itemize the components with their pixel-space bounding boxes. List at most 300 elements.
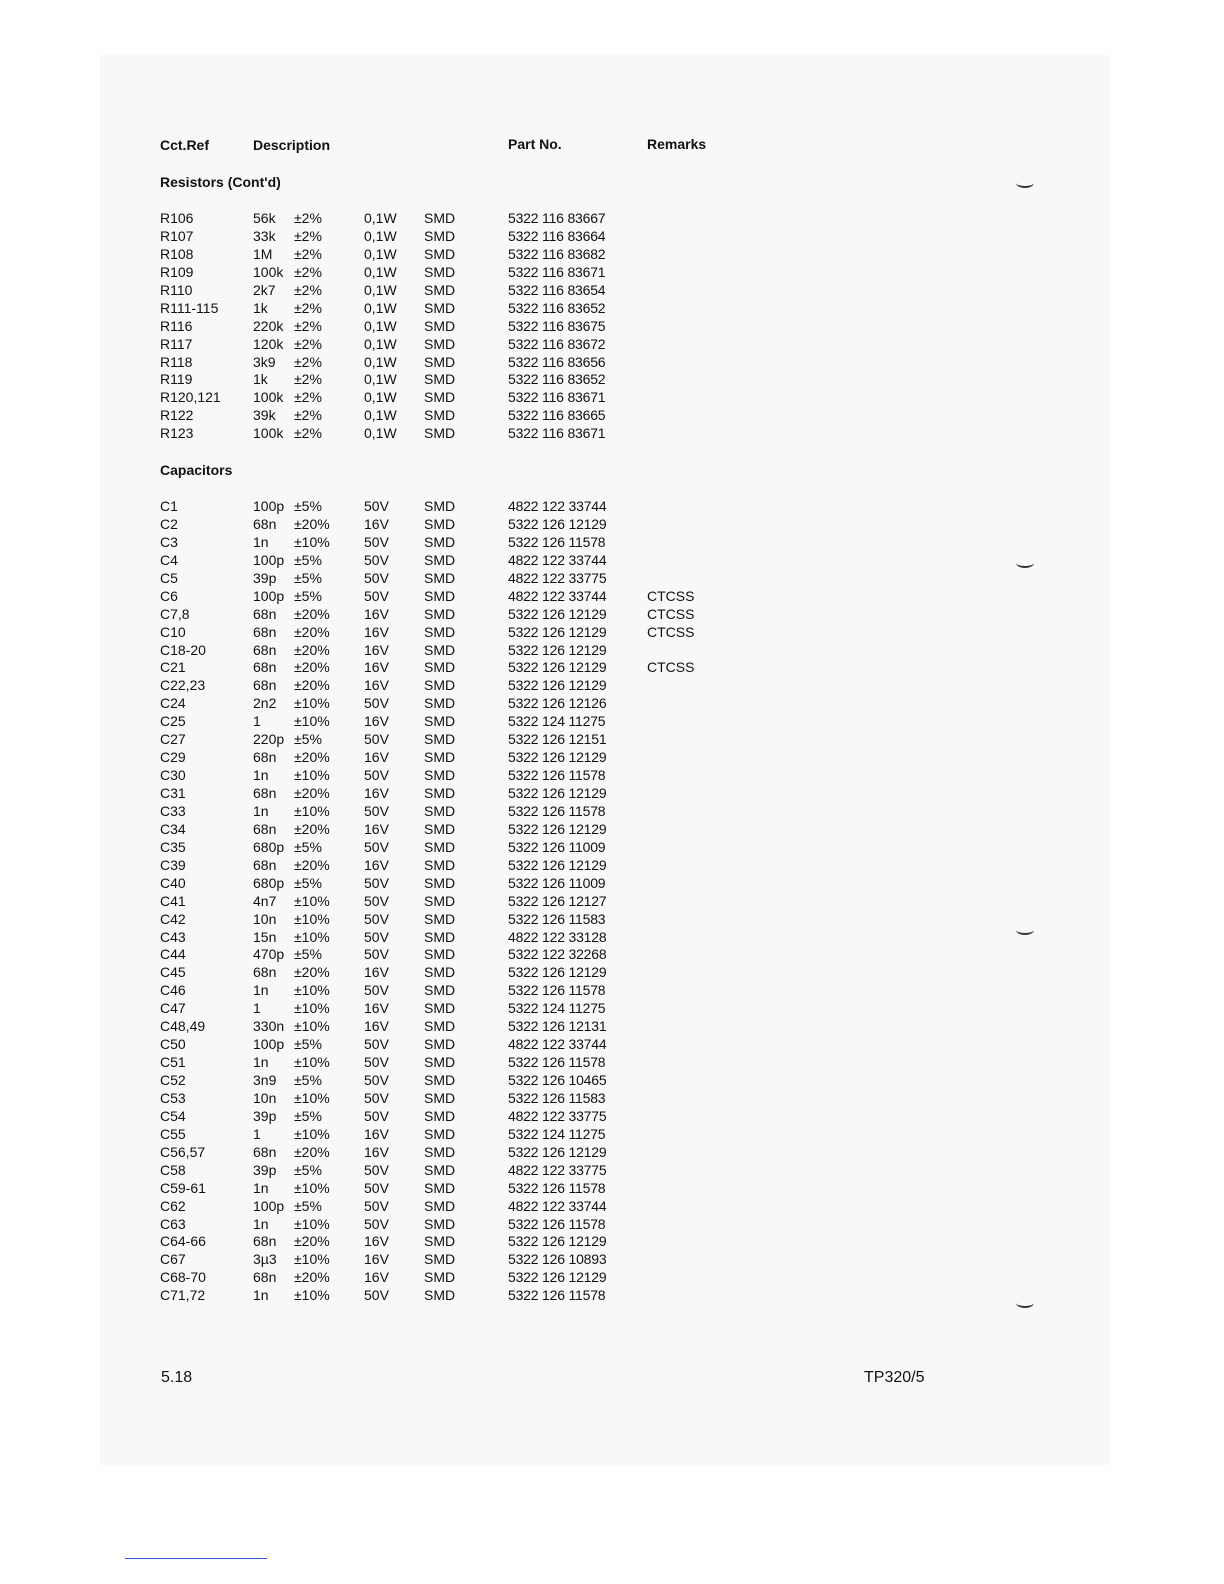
package-cell: SMD: [424, 1089, 456, 1106]
cct-ref-cell: C39: [160, 856, 186, 873]
part-number-cell: 5322 126 11578: [508, 1215, 606, 1232]
cct-ref-cell: R122: [160, 407, 194, 424]
value-cell: 100p: [253, 1197, 285, 1214]
package-cell: SMD: [424, 587, 456, 604]
cct-ref-cell: C63: [160, 1215, 186, 1232]
cct-ref-cell: C24: [160, 695, 186, 712]
tolerance-cell: ±5%: [294, 1107, 322, 1124]
package-cell: SMD: [424, 1072, 456, 1088]
part-number-cell: 5322 126 12129: [508, 605, 607, 622]
cct-ref-cell: C62: [160, 1197, 186, 1214]
part-number-cell: 5322 126 12129: [508, 856, 607, 873]
part-number-cell: 5322 126 12127: [508, 892, 607, 909]
cct-ref-cell: R120,121: [160, 389, 221, 406]
package-cell: SMD: [424, 389, 456, 406]
value-cell: 1n: [253, 802, 269, 819]
rating-cell: 50V: [364, 1215, 389, 1232]
rating-cell: 50V: [364, 1107, 389, 1124]
package-cell: SMD: [424, 605, 456, 622]
cct-ref-cell: R109: [160, 263, 194, 280]
cct-ref-cell: R110: [160, 281, 193, 298]
rating-cell: 0,1W: [364, 353, 397, 370]
value-cell: 470p: [253, 946, 285, 963]
part-number-cell: 5322 126 12131: [508, 1018, 607, 1035]
tolerance-cell: ±10%: [294, 533, 330, 550]
package-cell: SMD: [424, 1054, 456, 1071]
rating-cell: 0,1W: [364, 425, 397, 442]
value-cell: 1n: [253, 1054, 269, 1071]
package-cell: SMD: [424, 335, 456, 352]
package-cell: SMD: [424, 785, 456, 801]
binding-hole-mark: [1016, 558, 1034, 568]
cct-ref-cell: C64-66: [160, 1233, 206, 1250]
resistors-section-title: Resistors (Cont'd): [160, 174, 281, 190]
tolerance-cell: ±5%: [294, 1072, 322, 1088]
tolerance-cell: ±10%: [294, 1251, 330, 1268]
rating-cell: 50V: [364, 498, 389, 514]
tolerance-cell: ±20%: [294, 964, 330, 981]
tolerance-cell: ±5%: [294, 498, 322, 514]
tolerance-cell: ±10%: [294, 1054, 330, 1071]
value-cell: 220k: [253, 317, 284, 334]
cct-ref-cell: C56,57: [160, 1143, 206, 1160]
value-cell: 100k: [253, 425, 284, 442]
cct-ref-cell: R107: [160, 227, 194, 244]
tolerance-cell: ±5%: [294, 946, 322, 963]
package-cell: SMD: [424, 767, 456, 784]
rating-cell: 16V: [364, 1000, 389, 1017]
value-cell: 68n: [253, 677, 277, 694]
value-cell: 33k: [253, 227, 276, 244]
package-cell: SMD: [424, 227, 456, 244]
cct-ref-cell: C42: [160, 910, 186, 927]
tolerance-cell: ±20%: [294, 785, 330, 801]
package-cell: SMD: [424, 802, 456, 819]
rating-cell: 16V: [364, 641, 389, 658]
tolerance-cell: ±20%: [294, 623, 330, 640]
package-cell: SMD: [424, 946, 456, 963]
value-cell: 100p: [253, 498, 285, 514]
rating-cell: 50V: [364, 1161, 389, 1178]
package-cell: SMD: [424, 1018, 456, 1035]
package-cell: SMD: [424, 731, 456, 748]
tolerance-cell: ±2%: [294, 263, 322, 280]
value-cell: 3µ3: [253, 1251, 277, 1268]
package-cell: SMD: [424, 1161, 456, 1178]
part-number-cell: 5322 124 11275: [508, 1125, 606, 1142]
remarks-cell: CTCSS: [647, 605, 695, 622]
value-cell: 100p: [253, 1036, 285, 1053]
cct-ref-cell: C45: [160, 964, 186, 981]
cct-ref-cell: C48,49: [160, 1018, 206, 1035]
cct-ref-cell: C27: [160, 731, 186, 748]
cct-ref-cell: C21: [160, 659, 186, 676]
cct-ref-cell: R106: [160, 210, 194, 226]
tolerance-cell: ±2%: [294, 335, 322, 352]
rating-cell: 50V: [364, 1054, 389, 1071]
part-number-cell: 4822 122 33775: [508, 1107, 607, 1124]
tolerance-cell: ±20%: [294, 677, 330, 694]
tolerance-cell: ±5%: [294, 551, 322, 568]
cct-ref-cell: R123: [160, 425, 194, 442]
package-cell: SMD: [424, 407, 456, 424]
value-cell: 680p: [253, 874, 285, 891]
part-number-cell: 5322 122 32268: [508, 946, 607, 963]
value-cell: 2k7: [253, 281, 276, 298]
value-cell: 100k: [253, 263, 284, 280]
cct-ref-cell: C7,8: [160, 605, 190, 622]
cct-ref-cell: C33: [160, 802, 186, 819]
value-cell: 68n: [253, 820, 277, 837]
header-description: Description: [253, 137, 331, 153]
package-cell: SMD: [424, 1107, 456, 1124]
value-cell: 68n: [253, 856, 277, 873]
part-number-cell: 5322 126 11578: [508, 1287, 606, 1304]
remarks-cell: CTCSS: [647, 587, 695, 604]
package-cell: SMD: [424, 982, 456, 999]
value-cell: 68n: [253, 641, 277, 658]
rating-cell: 16V: [364, 677, 389, 694]
value-cell: 100p: [253, 587, 285, 604]
value-cell: 39p: [253, 569, 277, 586]
value-cell: 100p: [253, 551, 285, 568]
tolerance-cell: ±10%: [294, 892, 330, 909]
tolerance-cell: ±10%: [294, 1215, 330, 1232]
part-number-cell: 5322 126 10465: [508, 1072, 607, 1088]
value-cell: 68n: [253, 1233, 277, 1250]
rating-cell: 16V: [364, 1018, 389, 1035]
cct-ref-cell: C68-70: [160, 1269, 206, 1286]
rating-cell: 50V: [364, 892, 389, 909]
part-number-cell: 5322 124 11275: [508, 713, 606, 730]
value-cell: 15n: [253, 928, 277, 945]
tolerance-cell: ±10%: [294, 713, 330, 730]
cct-ref-cell: R117: [160, 335, 193, 352]
cct-ref-cell: R116: [160, 317, 193, 334]
part-number-cell: 4822 122 33775: [508, 1161, 607, 1178]
rating-cell: 50V: [364, 1179, 389, 1196]
part-number-cell: 5322 126 12129: [508, 659, 607, 676]
binding-hole-mark: [1016, 925, 1034, 935]
rating-cell: 16V: [364, 749, 389, 766]
rating-cell: 50V: [364, 551, 389, 568]
part-number-cell: 5322 126 12126: [508, 695, 607, 712]
package-cell: SMD: [424, 677, 456, 694]
cct-ref-cell: C52: [160, 1072, 186, 1088]
cct-ref-cell: C53: [160, 1089, 186, 1106]
cct-ref-cell: R119: [160, 371, 193, 388]
tolerance-cell: ±10%: [294, 928, 330, 945]
rating-cell: 16V: [364, 1251, 389, 1268]
cct-ref-cell: C47: [160, 1000, 186, 1017]
rating-cell: 16V: [364, 659, 389, 676]
part-number-cell: 5322 126 11578: [508, 533, 606, 550]
part-number-cell: 5322 116 83672: [508, 335, 606, 352]
part-number-cell: 5322 116 83671: [508, 425, 606, 442]
part-number-cell: 5322 116 83656: [508, 353, 606, 370]
header-cct-ref: Cct.Ref: [160, 137, 210, 153]
cct-ref-cell: C44: [160, 946, 186, 963]
package-cell: SMD: [424, 353, 456, 370]
part-number-cell: 5322 126 12129: [508, 677, 607, 694]
package-cell: SMD: [424, 910, 456, 927]
tolerance-cell: ±20%: [294, 1143, 330, 1160]
cct-ref-cell: C46: [160, 982, 186, 999]
remarks-cell: CTCSS: [647, 623, 695, 640]
rating-cell: 50V: [364, 910, 389, 927]
cct-ref-cell: C50: [160, 1036, 186, 1053]
part-number-cell: 5322 126 12129: [508, 623, 607, 640]
cct-ref-cell: C58: [160, 1161, 186, 1178]
document-code: TP320/5: [864, 1369, 925, 1386]
package-cell: SMD: [424, 1215, 456, 1232]
rating-cell: 50V: [364, 1197, 389, 1214]
package-cell: SMD: [424, 533, 456, 550]
rating-cell: 0,1W: [364, 263, 397, 280]
cct-ref-cell: C29: [160, 749, 186, 766]
value-cell: 39p: [253, 1161, 277, 1178]
cct-ref-cell: C71,72: [160, 1287, 206, 1304]
package-cell: SMD: [424, 749, 456, 766]
part-number-cell: 5322 126 11009: [508, 874, 606, 891]
tolerance-cell: ±2%: [294, 281, 322, 298]
part-number-cell: 5322 116 83682: [508, 245, 606, 262]
part-number-cell: 5322 126 12129: [508, 749, 607, 766]
part-number-cell: 5322 126 12129: [508, 785, 607, 801]
value-cell: 120k: [253, 335, 284, 352]
part-number-cell: 5322 126 11583: [508, 1089, 606, 1106]
value-cell: 39p: [253, 1107, 277, 1124]
cct-ref-cell: C40: [160, 874, 186, 891]
value-cell: 3k9: [253, 353, 276, 370]
value-cell: 68n: [253, 785, 277, 801]
rating-cell: 16V: [364, 820, 389, 837]
package-cell: SMD: [424, 425, 456, 442]
tolerance-cell: ±10%: [294, 802, 330, 819]
tolerance-cell: ±5%: [294, 874, 322, 891]
tolerance-cell: ±2%: [294, 245, 322, 262]
rating-cell: 50V: [364, 802, 389, 819]
value-cell: 1: [253, 713, 261, 730]
rating-cell: 16V: [364, 713, 389, 730]
cct-ref-cell: C5: [160, 569, 178, 586]
tolerance-cell: ±5%: [294, 569, 322, 586]
package-cell: SMD: [424, 928, 456, 945]
cct-ref-cell: C35: [160, 838, 186, 855]
rating-cell: 50V: [364, 1036, 389, 1053]
cct-ref-cell: C6: [160, 587, 178, 604]
part-number-cell: 5322 116 83667: [508, 210, 606, 226]
part-number-cell: 4822 122 33775: [508, 569, 607, 586]
cct-ref-cell: R118: [160, 353, 193, 370]
tolerance-cell: ±5%: [294, 1161, 322, 1178]
value-cell: 1n: [253, 982, 269, 999]
value-cell: 1n: [253, 1215, 269, 1232]
part-number-cell: 5322 126 11578: [508, 1179, 606, 1196]
value-cell: 68n: [253, 515, 277, 532]
cct-ref-cell: C59-61: [160, 1179, 206, 1196]
tolerance-cell: ±20%: [294, 659, 330, 676]
tolerance-cell: ±2%: [294, 407, 322, 424]
value-cell: 1: [253, 1000, 261, 1017]
cct-ref-cell: C43: [160, 928, 186, 945]
tolerance-cell: ±10%: [294, 1089, 330, 1106]
value-cell: 1n: [253, 767, 269, 784]
cct-ref-cell: C25: [160, 713, 186, 730]
value-cell: 68n: [253, 623, 277, 640]
binding-hole-mark: [1016, 1298, 1034, 1308]
capacitors-section-title: Capacitors: [160, 462, 233, 478]
part-number-cell: 5322 126 11578: [508, 1054, 606, 1071]
cct-ref-cell: C41: [160, 892, 186, 909]
cct-ref-cell: C4: [160, 551, 178, 568]
cct-ref-cell: C3: [160, 533, 178, 550]
part-number-cell: 4822 122 33744: [508, 498, 607, 514]
rating-cell: 50V: [364, 982, 389, 999]
cct-ref-cell: R111-115: [160, 299, 219, 316]
package-cell: SMD: [424, 1125, 456, 1142]
remarks-cell: CTCSS: [647, 659, 695, 676]
package-cell: SMD: [424, 874, 456, 891]
package-cell: SMD: [424, 1233, 456, 1250]
part-number-cell: 5322 126 12129: [508, 820, 607, 837]
rating-cell: 16V: [364, 964, 389, 981]
package-cell: SMD: [424, 245, 456, 262]
rating-cell: 0,1W: [364, 245, 397, 262]
rating-cell: 16V: [364, 605, 389, 622]
rating-cell: 50V: [364, 587, 389, 604]
rating-cell: 50V: [364, 695, 389, 712]
tolerance-cell: ±2%: [294, 210, 322, 226]
part-number-cell: 5322 116 83652: [508, 371, 606, 388]
package-cell: SMD: [424, 551, 456, 568]
value-cell: 1n: [253, 1179, 269, 1196]
page-number: 5.18: [161, 1369, 193, 1386]
tolerance-cell: ±10%: [294, 767, 330, 784]
value-cell: 1k: [253, 371, 268, 388]
value-cell: 1n: [253, 533, 269, 550]
rating-cell: 0,1W: [364, 299, 397, 316]
rating-cell: 0,1W: [364, 227, 397, 244]
part-number-cell: 4822 122 33744: [508, 551, 607, 568]
rating-cell: 16V: [364, 1125, 389, 1142]
package-cell: SMD: [424, 641, 456, 658]
value-cell: 220p: [253, 731, 285, 748]
package-cell: SMD: [424, 281, 456, 298]
rating-cell: 16V: [364, 515, 389, 532]
header-remarks: Remarks: [647, 136, 707, 152]
tolerance-cell: ±20%: [294, 1233, 330, 1250]
package-cell: SMD: [424, 964, 456, 981]
tolerance-cell: ±2%: [294, 371, 322, 388]
package-cell: SMD: [424, 713, 456, 730]
part-number-cell: 5322 116 83665: [508, 407, 606, 424]
package-cell: SMD: [424, 569, 456, 586]
part-number-cell: 5322 116 83675: [508, 317, 606, 334]
tolerance-cell: ±10%: [294, 1179, 330, 1196]
tolerance-cell: ±10%: [294, 1125, 330, 1142]
part-number-cell: 5322 126 12129: [508, 1233, 607, 1250]
tolerance-cell: ±20%: [294, 856, 330, 873]
cct-ref-cell: C67: [160, 1251, 186, 1268]
part-number-cell: 4822 122 33128: [508, 928, 607, 945]
value-cell: 10n: [253, 1089, 277, 1106]
part-number-cell: 5322 126 12129: [508, 641, 607, 658]
package-cell: SMD: [424, 856, 456, 873]
underline-mark: [125, 1558, 267, 1559]
tolerance-cell: ±20%: [294, 749, 330, 766]
package-cell: SMD: [424, 498, 456, 514]
value-cell: 1k: [253, 299, 268, 316]
part-number-cell: 5322 126 11578: [508, 802, 606, 819]
part-number-cell: 5322 116 83664: [508, 227, 606, 244]
part-number-cell: 5322 126 12151: [508, 731, 607, 748]
value-cell: 10n: [253, 910, 277, 927]
cct-ref-cell: C55: [160, 1125, 186, 1142]
rating-cell: 16V: [364, 623, 389, 640]
package-cell: SMD: [424, 820, 456, 837]
cct-ref-cell: C30: [160, 767, 186, 784]
cct-ref-cell: C18-20: [160, 641, 206, 658]
rating-cell: 16V: [364, 1233, 389, 1250]
package-cell: SMD: [424, 371, 456, 388]
package-cell: SMD: [424, 838, 456, 855]
package-cell: SMD: [424, 659, 456, 676]
header-part-no: Part No.: [508, 136, 562, 152]
tolerance-cell: ±2%: [294, 227, 322, 244]
package-cell: SMD: [424, 892, 456, 909]
package-cell: SMD: [424, 1197, 456, 1214]
cct-ref-cell: C51: [160, 1054, 186, 1071]
rating-cell: 16V: [364, 1269, 389, 1286]
rating-cell: 50V: [364, 767, 389, 784]
tolerance-cell: ±5%: [294, 731, 322, 748]
rating-cell: 50V: [364, 838, 389, 855]
cct-ref-cell: C1: [160, 498, 178, 514]
part-number-cell: 5322 124 11275: [508, 1000, 606, 1017]
rating-cell: 0,1W: [364, 389, 397, 406]
rating-cell: 50V: [364, 1072, 389, 1088]
package-cell: SMD: [424, 695, 456, 712]
value-cell: 68n: [253, 659, 277, 676]
part-number-cell: 5322 126 12129: [508, 1143, 607, 1160]
value-cell: 3n9: [253, 1072, 277, 1088]
part-number-cell: 5322 126 10893: [508, 1251, 607, 1268]
part-number-cell: 5322 116 83671: [508, 263, 606, 280]
part-number-cell: 4822 122 33744: [508, 1197, 607, 1214]
value-cell: 68n: [253, 1269, 277, 1286]
value-cell: 68n: [253, 749, 277, 766]
cct-ref-cell: C10: [160, 623, 186, 640]
value-cell: 1: [253, 1125, 261, 1142]
rating-cell: 16V: [364, 1143, 389, 1160]
rating-cell: 0,1W: [364, 317, 397, 334]
package-cell: SMD: [424, 263, 456, 280]
rating-cell: 50V: [364, 731, 389, 748]
cct-ref-cell: C31: [160, 785, 186, 801]
part-number-cell: 4822 122 33744: [508, 587, 607, 604]
part-number-cell: 5322 126 12129: [508, 515, 607, 532]
part-number-cell: 5322 126 12129: [508, 1269, 607, 1286]
tolerance-cell: ±2%: [294, 425, 322, 442]
package-cell: SMD: [424, 317, 456, 334]
rating-cell: 0,1W: [364, 210, 397, 226]
value-cell: 4n7: [253, 892, 277, 909]
tolerance-cell: ±10%: [294, 1287, 330, 1304]
rating-cell: 50V: [364, 928, 389, 945]
package-cell: SMD: [424, 299, 456, 316]
value-cell: 1M: [253, 245, 273, 262]
